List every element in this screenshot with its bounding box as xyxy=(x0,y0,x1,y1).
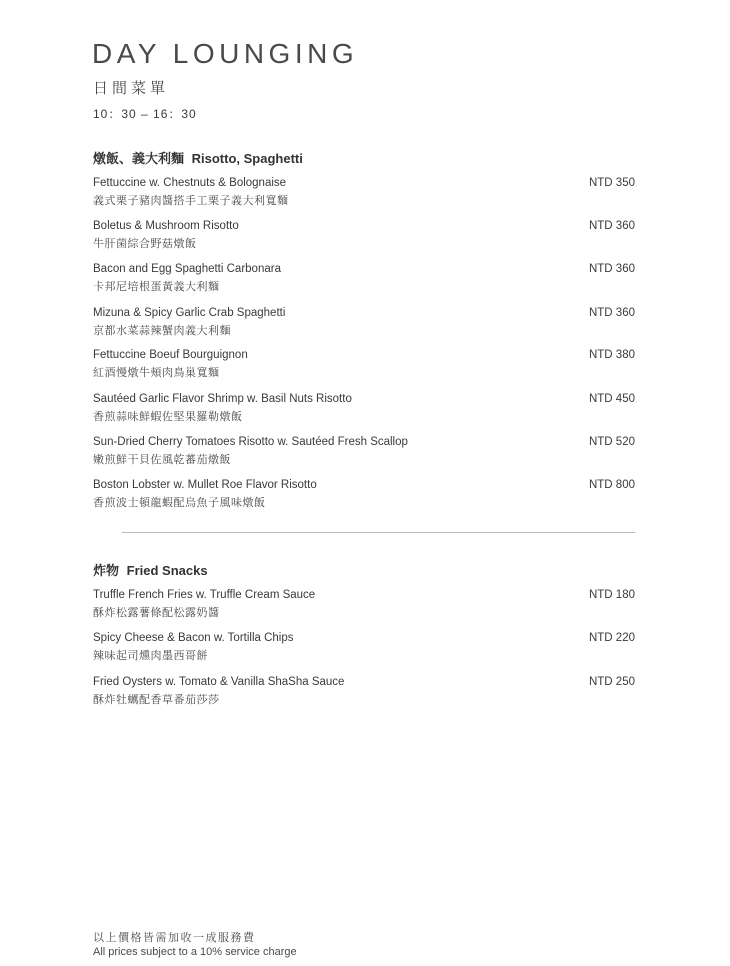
item-name-en: Fried Oysters w. Tomato & Vanilla ShaSha Sauce xyxy=(93,676,345,688)
item-price: NTD 220 xyxy=(588,632,635,644)
item-name-zh: 牛肝菌綜合野菇燉飯 xyxy=(93,238,197,250)
menu-item xyxy=(93,393,635,427)
item-name-en: Spicy Cheese & Bacon w. Tortilla Chips xyxy=(93,632,294,644)
menu-item xyxy=(93,349,635,383)
section-heading-zh: 炸物 xyxy=(93,563,120,578)
service-charge-note-en: All prices subject to a 10% service charge xyxy=(93,946,297,958)
section-heading-fried-snacks xyxy=(93,560,208,579)
item-name-zh: 卡邦尼培根蛋黃義大利麵 xyxy=(93,281,220,293)
item-price: NTD 800 xyxy=(588,479,635,491)
item-price: NTD 360 xyxy=(588,263,635,275)
item-name-en: Sun-Dried Cherry Tomatoes Risotto w. Sautéed Fresh Scallop xyxy=(93,436,408,448)
item-name-zh: 紅酒慢燉牛頰肉鳥巢寬麵 xyxy=(93,367,220,379)
item-name-zh: 酥炸松露薯條配松露奶醬 xyxy=(93,607,220,619)
item-price: NTD 380 xyxy=(588,349,635,361)
menu-title: DAY LOUNGING xyxy=(92,38,359,69)
item-name-zh: 香煎波士頓龍蝦配烏魚子風味燉飯 xyxy=(93,497,266,509)
menu-item xyxy=(93,307,635,341)
item-name-zh: 酥炸牡蠣配香草番茄莎莎 xyxy=(93,694,220,706)
item-name-en: Truffle French Fries w. Truffle Cream Sauce xyxy=(93,589,316,601)
item-name-en: Mizuna & Spicy Garlic Crab Spaghetti xyxy=(93,307,286,319)
serving-hours: 10：30 – 16：30 xyxy=(93,107,197,121)
item-name-en: Fettuccine Boeuf Bourguignon xyxy=(93,349,248,361)
item-name-zh: 辣味起司燻肉墨西哥餅 xyxy=(93,650,208,662)
menu-item xyxy=(93,479,635,513)
item-price: NTD 360 xyxy=(588,307,635,319)
item-price: NTD 520 xyxy=(588,436,635,448)
menu-item xyxy=(93,632,635,666)
menu-item xyxy=(93,676,635,710)
item-name-en: Sautéed Garlic Flavor Shrimp w. Basil Nuts Risotto xyxy=(93,393,352,405)
section-divider xyxy=(122,532,635,533)
item-name-zh: 香煎蒜味鮮蝦佐堅果羅勒燉飯 xyxy=(93,411,243,423)
menu-item xyxy=(93,177,635,211)
item-name-en: Bacon and Egg Spaghetti Carbonara xyxy=(93,263,281,275)
menu-item xyxy=(93,589,635,623)
item-name-zh: 京都水菜蒜辣蟹肉義大利麵 xyxy=(93,325,231,337)
service-charge-note-zh: 以上價格皆需加收一成服務費 xyxy=(93,932,256,944)
menu-subtitle: 日間菜單 xyxy=(93,80,170,97)
item-name-en: Boletus & Mushroom Risotto xyxy=(93,220,239,232)
item-price: NTD 450 xyxy=(588,393,635,405)
item-price: NTD 350 xyxy=(588,177,635,189)
item-name-zh: 義式栗子豬肉醬搭手工栗子義大利寬麵 xyxy=(93,195,289,207)
item-name-zh: 嫩煎鮮干貝佐風乾蕃茄燉飯 xyxy=(93,454,231,466)
item-price: NTD 180 xyxy=(588,589,635,601)
section-heading-risotto xyxy=(93,148,303,167)
menu-item xyxy=(93,436,635,470)
section-heading-zh: 燉飯、義大利麵 xyxy=(93,151,185,166)
menu-item xyxy=(93,263,635,297)
item-name-en: Boston Lobster w. Mullet Roe Flavor Risotto xyxy=(93,479,317,491)
item-name-en: Fettuccine w. Chestnuts & Bolognaise xyxy=(93,177,287,189)
section-heading-en: Fried Snacks xyxy=(126,563,208,578)
item-price: NTD 360 xyxy=(588,220,635,232)
menu-item xyxy=(93,220,635,254)
item-price: NTD 250 xyxy=(588,676,635,688)
section-heading-en: Risotto, Spaghetti xyxy=(191,151,303,166)
